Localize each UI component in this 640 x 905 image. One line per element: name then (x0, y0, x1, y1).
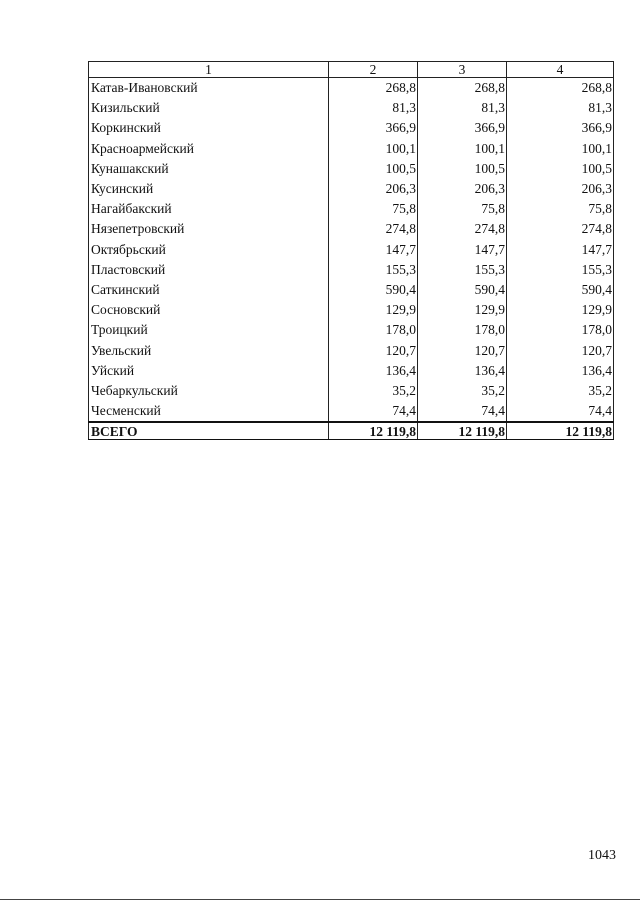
value-cell-col2: 100,1 (329, 139, 418, 159)
column-header-2: 2 (329, 62, 418, 78)
value-cell-col4: 100,1 (507, 139, 614, 159)
district-name-cell: Саткинский (89, 280, 329, 300)
total-value-cell-col4: 12 119,8 (507, 422, 614, 440)
total-value-cell-col3: 12 119,8 (418, 422, 507, 440)
value-cell-col4: 366,9 (507, 118, 614, 138)
value-cell-col4: 147,7 (507, 240, 614, 260)
value-cell-col3: 206,3 (418, 179, 507, 199)
value-cell-col3: 100,5 (418, 159, 507, 179)
column-header-3: 3 (418, 62, 507, 78)
value-cell-col3: 74,4 (418, 401, 507, 422)
table-row (89, 139, 614, 159)
total-row (89, 422, 614, 440)
district-name-cell: Нязепетровский (89, 219, 329, 239)
value-cell-col4: 81,3 (507, 98, 614, 118)
value-cell-col4: 75,8 (507, 199, 614, 219)
table-row (89, 381, 614, 401)
table-row (89, 199, 614, 219)
value-cell-col2: 366,9 (329, 118, 418, 138)
value-cell-col2: 100,5 (329, 159, 418, 179)
value-cell-col3: 178,0 (418, 320, 507, 340)
value-cell-col2: 590,4 (329, 280, 418, 300)
value-cell-col3: 155,3 (418, 260, 507, 280)
district-name-cell: Уйский (89, 361, 329, 381)
table-row (89, 320, 614, 340)
value-cell-col4: 274,8 (507, 219, 614, 239)
value-cell-col4: 206,3 (507, 179, 614, 199)
value-cell-col3: 366,9 (418, 118, 507, 138)
value-cell-col2: 35,2 (329, 381, 418, 401)
value-cell-col2: 178,0 (329, 320, 418, 340)
column-header-1: 1 (89, 62, 329, 78)
value-cell-col3: 590,4 (418, 280, 507, 300)
district-name-cell: Троицкий (89, 320, 329, 340)
value-cell-col2: 155,3 (329, 260, 418, 280)
value-cell-col3: 75,8 (418, 199, 507, 219)
table-row (89, 219, 614, 239)
value-cell-col3: 147,7 (418, 240, 507, 260)
value-cell-col3: 129,9 (418, 300, 507, 320)
value-cell-col2: 147,7 (329, 240, 418, 260)
table-row (89, 361, 614, 381)
value-cell-col2: 206,3 (329, 179, 418, 199)
column-header-4: 4 (507, 62, 614, 78)
district-table (88, 61, 614, 440)
table-row (89, 260, 614, 280)
value-cell-col2: 268,8 (329, 78, 418, 99)
value-cell-col3: 274,8 (418, 219, 507, 239)
district-name-cell: Сосновский (89, 300, 329, 320)
value-cell-col4: 155,3 (507, 260, 614, 280)
page-number: 1043 (588, 848, 616, 863)
bottom-rule (0, 899, 640, 900)
value-cell-col4: 136,4 (507, 361, 614, 381)
district-name-cell: Пластовский (89, 260, 329, 280)
table-row (89, 98, 614, 118)
table-row (89, 118, 614, 138)
value-cell-col3: 136,4 (418, 361, 507, 381)
value-cell-col2: 120,7 (329, 340, 418, 360)
value-cell-col3: 81,3 (418, 98, 507, 118)
value-cell-col4: 178,0 (507, 320, 614, 340)
value-cell-col3: 120,7 (418, 340, 507, 360)
total-value-cell-col2: 12 119,8 (329, 422, 418, 440)
table-row (89, 300, 614, 320)
table-row (89, 401, 614, 422)
district-name-cell: Чесменский (89, 401, 329, 422)
value-cell-col2: 74,4 (329, 401, 418, 422)
value-cell-col4: 74,4 (507, 401, 614, 422)
value-cell-col4: 120,7 (507, 340, 614, 360)
value-cell-col4: 129,9 (507, 300, 614, 320)
district-name-cell: Катав-Ивановский (89, 78, 329, 99)
table-header (89, 62, 614, 78)
value-cell-col3: 100,1 (418, 139, 507, 159)
table-row (89, 179, 614, 199)
value-cell-col3: 35,2 (418, 381, 507, 401)
value-cell-col2: 274,8 (329, 219, 418, 239)
district-name-cell: Коркинский (89, 118, 329, 138)
district-name-cell: Увельский (89, 340, 329, 360)
table-row (89, 340, 614, 360)
district-name-cell: Кизильский (89, 98, 329, 118)
value-cell-col2: 136,4 (329, 361, 418, 381)
value-cell-col2: 129,9 (329, 300, 418, 320)
district-name-cell: Нагайбакский (89, 199, 329, 219)
table-row (89, 280, 614, 300)
value-cell-col4: 35,2 (507, 381, 614, 401)
table-row (89, 240, 614, 260)
value-cell-col2: 81,3 (329, 98, 418, 118)
header-row (89, 62, 614, 78)
table-row (89, 159, 614, 179)
value-cell-col4: 268,8 (507, 78, 614, 99)
value-cell-col2: 75,8 (329, 199, 418, 219)
district-name-cell: Красноармейский (89, 139, 329, 159)
district-name-cell: Чебаркульский (89, 381, 329, 401)
table-body (89, 78, 614, 440)
value-cell-col3: 268,8 (418, 78, 507, 99)
district-name-cell: Кусинский (89, 179, 329, 199)
district-name-cell: Кунашакский (89, 159, 329, 179)
value-cell-col4: 590,4 (507, 280, 614, 300)
district-name-cell: Октябрьский (89, 240, 329, 260)
total-district-name-cell: ВСЕГО (89, 422, 329, 440)
table-row (89, 78, 614, 99)
value-cell-col4: 100,5 (507, 159, 614, 179)
